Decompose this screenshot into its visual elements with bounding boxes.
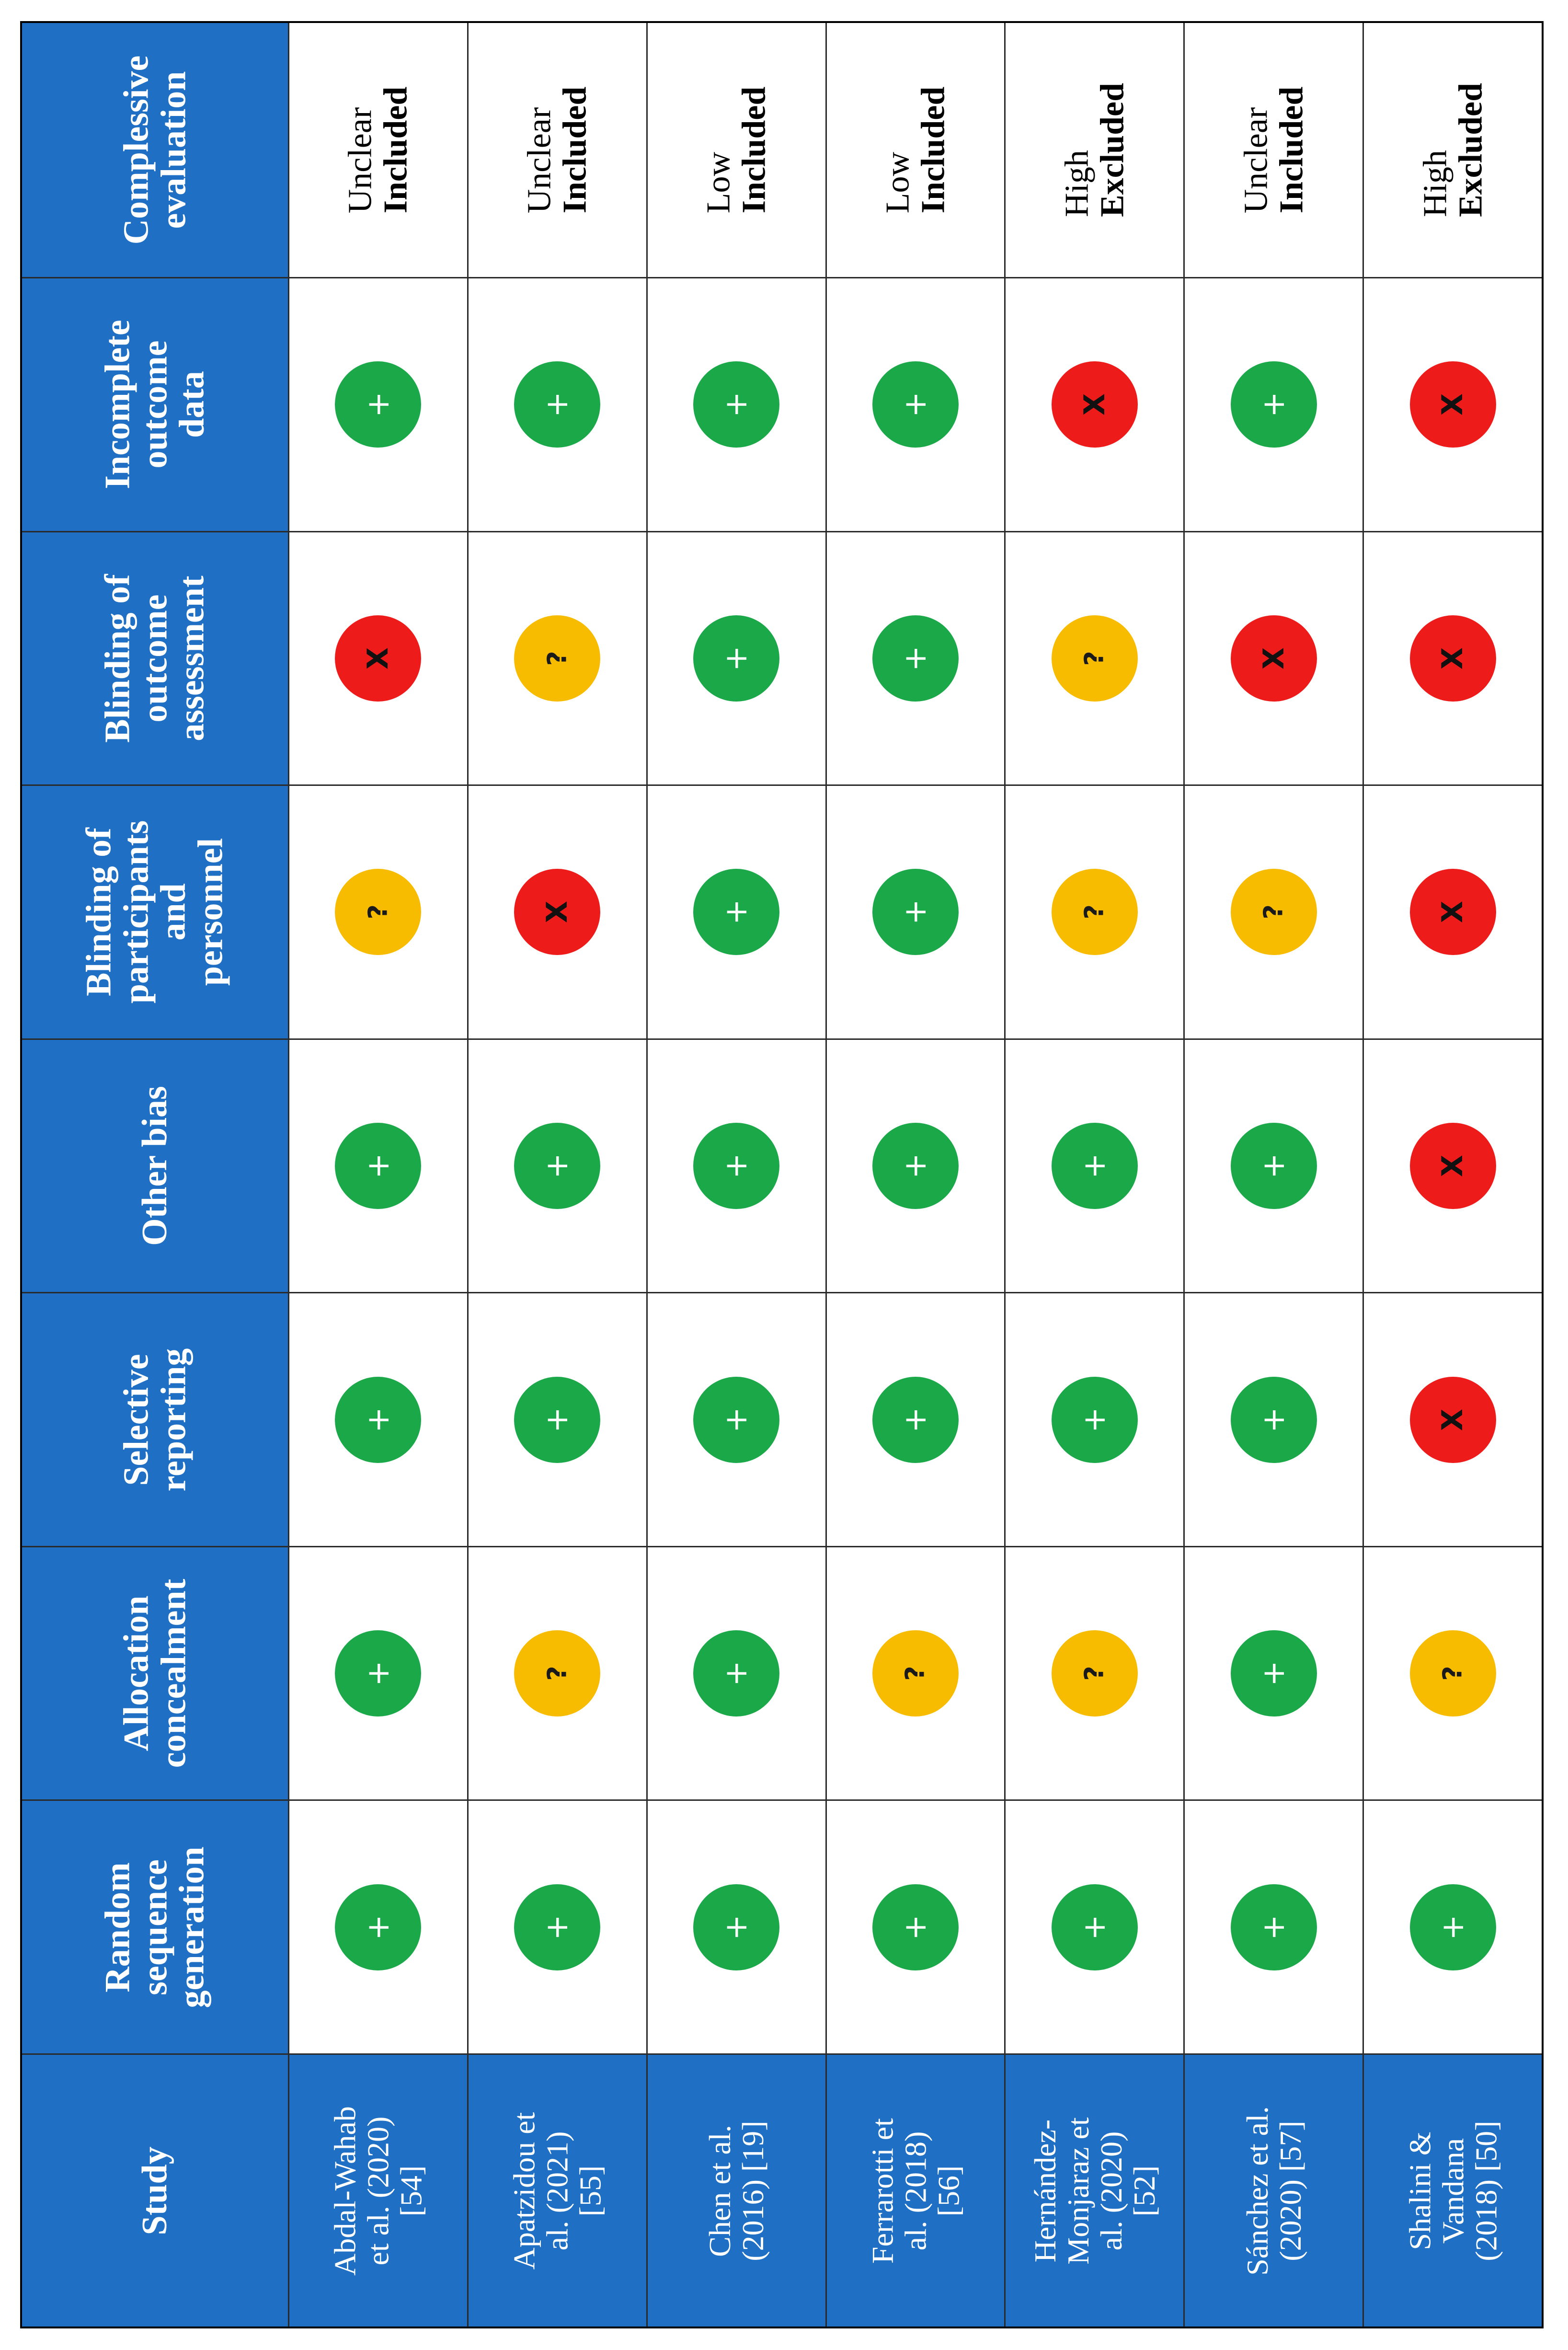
- rating-cell: [1185, 784, 1362, 1038]
- text-line: outcome: [135, 340, 174, 469]
- rating-cell: [469, 531, 646, 785]
- evaluation-level: Unclear: [521, 107, 558, 214]
- rating-cell: [648, 1799, 825, 2053]
- study-column: [646, 23, 825, 2327]
- rating-cell: [1185, 1546, 1362, 1800]
- domain-header-label: [118, 56, 192, 245]
- rating-cell: [1006, 1038, 1183, 1292]
- risk-low-icon: [1231, 1884, 1317, 1970]
- risk-low-icon: [514, 1377, 600, 1463]
- text-line: Abdal-Wahab: [328, 2106, 362, 2276]
- evaluation-status: Included: [914, 86, 951, 214]
- domain-header-label: [99, 1846, 211, 2008]
- text-line: Other bias: [135, 1086, 174, 1246]
- rating-cell: [648, 1546, 825, 1800]
- rating-cell: [827, 531, 1005, 785]
- risk-low-icon: [872, 1884, 959, 1970]
- rating-cell: [1364, 784, 1542, 1038]
- risk-symbol: +: [360, 1153, 396, 1179]
- study-name-cell: [1364, 2053, 1542, 2327]
- rating-cell: [289, 784, 467, 1038]
- domain-header: [22, 1038, 288, 1292]
- rating-cell: [1185, 1038, 1362, 1292]
- text-line: Incomplete: [97, 320, 137, 490]
- risk-symbol: X: [1077, 393, 1111, 416]
- study-name: [1403, 2120, 1502, 2261]
- rating-cell: [648, 1292, 825, 1546]
- risk-low-icon: [1231, 1123, 1317, 1209]
- rating-cell: [469, 784, 646, 1038]
- study-header-label: Study: [135, 2146, 174, 2235]
- evaluation-cell: [648, 23, 825, 277]
- text-line: [55]: [573, 2165, 607, 2216]
- text-line: Blinding of: [79, 828, 119, 997]
- risk-symbol: +: [539, 1914, 575, 1940]
- rating-cell: [827, 1799, 1005, 2053]
- rating-cell: [469, 1799, 646, 2053]
- rating-cell: [1364, 1799, 1542, 2053]
- evaluation-cell: [1006, 23, 1183, 277]
- rating-cell: [289, 1546, 467, 1800]
- study-column: [1004, 23, 1183, 2327]
- risk-unclear-icon: [514, 615, 600, 702]
- study-name-cell: [1006, 2053, 1183, 2327]
- risk-symbol: +: [897, 1914, 933, 1940]
- risk-symbol: +: [897, 1406, 933, 1433]
- rating-cell: [827, 1546, 1005, 1800]
- evaluation-level: Low: [700, 151, 737, 214]
- evaluation-level: High: [1417, 150, 1454, 218]
- risk-symbol: ?: [542, 651, 572, 666]
- study-header: [22, 2053, 288, 2327]
- rating-cell: [827, 784, 1005, 1038]
- evaluation-status: Included: [735, 86, 773, 214]
- study-name: [329, 2106, 428, 2276]
- risk-symbol: ?: [1079, 1666, 1110, 1681]
- risk-unclear-icon: [1410, 1630, 1496, 1716]
- risk-symbol: +: [1256, 392, 1292, 418]
- domain-header-label: [99, 320, 211, 490]
- text-line: Shalini &: [1402, 2131, 1437, 2250]
- text-line: Monjaraz et: [1061, 2117, 1095, 2265]
- text-line: Hernández-: [1028, 2119, 1062, 2262]
- text-line: personnel: [191, 838, 230, 986]
- risk-low-icon: [1231, 1630, 1317, 1716]
- risk-symbol: +: [360, 1406, 396, 1433]
- risk-low-icon: [872, 615, 959, 702]
- risk-symbol: X: [1436, 647, 1470, 669]
- risk-symbol: ?: [1079, 651, 1110, 666]
- study-name-cell: [648, 2053, 825, 2327]
- rating-cell: [648, 784, 825, 1038]
- risk-low-icon: [693, 615, 779, 702]
- risk-symbol: +: [719, 645, 755, 671]
- risk-high-icon: [1410, 869, 1496, 955]
- risk-unclear-icon: [872, 1630, 959, 1716]
- risk-symbol: ?: [1258, 904, 1289, 920]
- risk-symbol: +: [719, 1660, 755, 1686]
- rating-cell: [1185, 1292, 1362, 1546]
- domain-header-label: [99, 574, 211, 743]
- text-line: al. (2020): [1094, 2131, 1128, 2250]
- study-name-cell: [1185, 2053, 1362, 2327]
- rating-cell: [1364, 277, 1542, 531]
- evaluation-cell: [1185, 23, 1362, 277]
- rating-cell: [289, 277, 467, 531]
- risk-symbol: +: [719, 899, 755, 925]
- text-line: [52]: [1127, 2165, 1161, 2216]
- rating-cell: [289, 1038, 467, 1292]
- text-line: et al. (2020): [361, 2116, 395, 2265]
- risk-low-icon: [693, 1377, 779, 1463]
- risk-unclear-icon: [1052, 869, 1138, 955]
- risk-symbol: +: [1256, 1914, 1292, 1940]
- rating-cell: [1006, 277, 1183, 531]
- risk-symbol: X: [1436, 393, 1470, 416]
- risk-low-icon: [872, 1123, 959, 1209]
- risk-low-icon: [693, 869, 779, 955]
- risk-low-icon: [335, 1630, 421, 1716]
- risk-symbol: X: [1257, 647, 1291, 669]
- evaluation-label: [1238, 87, 1309, 214]
- risk-low-icon: [1052, 1377, 1138, 1463]
- study-name: [703, 2120, 769, 2261]
- domain-header: [22, 784, 288, 1038]
- text-line: Apatzidou et: [507, 2112, 541, 2269]
- study-name: [866, 2118, 965, 2264]
- rating-cell: [1006, 784, 1183, 1038]
- evaluation-cell: [289, 23, 467, 277]
- risk-symbol: +: [1256, 1153, 1292, 1179]
- study-name: [508, 2112, 607, 2269]
- risk-low-icon: [1231, 361, 1317, 448]
- risk-low-icon: [1231, 1377, 1317, 1463]
- text-line: Random: [97, 1862, 137, 1993]
- risk-symbol: +: [539, 1406, 575, 1433]
- risk-high-icon: [335, 615, 421, 702]
- text-line: (2020) [57]: [1273, 2120, 1307, 2261]
- risk-high-icon: [1052, 361, 1138, 448]
- risk-symbol: ?: [900, 1666, 930, 1681]
- domain-header: [22, 277, 288, 531]
- evaluation-level: Unclear: [1237, 107, 1275, 214]
- risk-symbol: +: [1076, 1914, 1112, 1940]
- risk-low-icon: [1410, 1884, 1496, 1970]
- risk-high-icon: [1410, 1123, 1496, 1209]
- domain-header-label: [80, 820, 229, 1003]
- rating-cell: [648, 277, 825, 531]
- rating-cell: [469, 277, 646, 531]
- text-line: [56]: [931, 2165, 966, 2216]
- text-line: reporting: [153, 1348, 193, 1491]
- risk-low-icon: [693, 1884, 779, 1970]
- domain-header: [22, 531, 288, 785]
- study-column: [467, 23, 646, 2327]
- risk-symbol: +: [360, 392, 396, 418]
- text-line: (2016) [19]: [736, 2120, 770, 2261]
- risk-symbol: +: [539, 392, 575, 418]
- rating-cell: [1364, 1292, 1542, 1546]
- study-name: [1241, 2106, 1307, 2276]
- text-line: al. (2018): [898, 2131, 933, 2250]
- risk-symbol: X: [1436, 901, 1470, 923]
- risk-low-icon: [693, 1123, 779, 1209]
- risk-symbol: +: [719, 392, 755, 418]
- domain-header-label: [118, 1348, 192, 1491]
- header-column: [22, 23, 288, 2327]
- risk-symbol: +: [719, 1914, 755, 1940]
- rating-cell: [827, 1038, 1005, 1292]
- rating-cell: [469, 1546, 646, 1800]
- risk-low-icon: [872, 1377, 959, 1463]
- risk-symbol: X: [1436, 1408, 1470, 1431]
- text-line: participants: [116, 820, 156, 1004]
- risk-high-icon: [1410, 615, 1496, 702]
- rating-cell: [289, 531, 467, 785]
- evaluation-level: Low: [879, 151, 916, 214]
- text-line: Selective: [116, 1353, 156, 1486]
- risk-symbol: +: [360, 1914, 396, 1940]
- text-line: Ferrarotti et: [865, 2118, 900, 2264]
- risk-low-icon: [514, 1123, 600, 1209]
- risk-unclear-icon: [514, 1630, 600, 1716]
- evaluation-label: [880, 87, 950, 214]
- text-line: evaluation: [153, 71, 193, 229]
- risk-low-icon: [335, 1884, 421, 1970]
- study-name: [1029, 2117, 1161, 2264]
- evaluation-cell: [827, 23, 1005, 277]
- evaluation-status: Included: [1272, 86, 1310, 214]
- text-line: Allocation: [116, 1595, 156, 1751]
- text-line: Sánchez et al.: [1240, 2106, 1274, 2276]
- risk-symbol: ?: [363, 904, 393, 920]
- text-line: assessment: [172, 576, 212, 741]
- risk-high-icon: [1410, 361, 1496, 448]
- risk-low-icon: [872, 361, 959, 448]
- study-column: [825, 23, 1005, 2327]
- domain-header: [22, 1799, 288, 2053]
- risk-symbol: ?: [1437, 1666, 1468, 1681]
- risk-unclear-icon: [1052, 1630, 1138, 1716]
- rating-cell: [827, 1292, 1005, 1546]
- rating-cell: [1006, 1292, 1183, 1546]
- rating-cell: [1364, 531, 1542, 785]
- risk-low-icon: [1052, 1123, 1138, 1209]
- risk-high-icon: [1231, 615, 1317, 702]
- risk-symbol: +: [719, 1153, 755, 1179]
- rating-cell: [1364, 1038, 1542, 1292]
- rating-cell: [827, 277, 1005, 531]
- rating-cell: [289, 1799, 467, 2053]
- risk-symbol: X: [540, 901, 574, 923]
- risk-symbol: +: [360, 1660, 396, 1686]
- risk-unclear-icon: [1231, 869, 1317, 955]
- risk-low-icon: [514, 1884, 600, 1970]
- risk-symbol: X: [1436, 1154, 1470, 1177]
- risk-symbol: +: [1076, 1406, 1112, 1433]
- domain-header-label: [118, 1579, 192, 1768]
- text-line: Complessive: [116, 55, 156, 245]
- risk-of-bias-table: [20, 21, 1544, 2328]
- risk-low-icon: [514, 361, 600, 448]
- rating-cell: [1006, 1799, 1183, 2053]
- domain-header-label: [137, 1086, 174, 1246]
- evaluation-status: Included: [377, 86, 414, 214]
- evaluation-status: Excluded: [1452, 82, 1489, 218]
- text-line: Vandana: [1436, 2138, 1470, 2244]
- text-line: data: [172, 371, 212, 438]
- risk-symbol: +: [897, 392, 933, 418]
- rating-cell: [469, 1292, 646, 1546]
- rating-cell: [289, 1292, 467, 1546]
- rating-cell: [1006, 1546, 1183, 1800]
- study-column: [288, 23, 467, 2327]
- evaluation-label: [522, 87, 593, 214]
- risk-unclear-icon: [335, 869, 421, 955]
- evaluation-label: [1418, 83, 1488, 217]
- study-column: [1183, 23, 1362, 2327]
- risk-high-icon: [514, 869, 600, 955]
- text-line: outcome: [135, 594, 174, 723]
- text-line: (2018) [50]: [1469, 2120, 1503, 2261]
- evaluation-status: Included: [556, 86, 594, 214]
- rating-cell: [648, 1038, 825, 1292]
- domain-header: [22, 23, 288, 277]
- risk-symbol: +: [719, 1406, 755, 1433]
- rating-cell: [1185, 1799, 1362, 2053]
- risk-low-icon: [1052, 1884, 1138, 1970]
- rating-cell: [648, 531, 825, 785]
- text-line: [54]: [394, 2165, 428, 2216]
- risk-low-icon: [693, 1630, 779, 1716]
- risk-low-icon: [335, 1377, 421, 1463]
- risk-symbol: +: [1256, 1660, 1292, 1686]
- evaluation-level: High: [1058, 150, 1096, 218]
- text-line: and: [153, 883, 193, 941]
- domain-header: [22, 1292, 288, 1546]
- risk-low-icon: [335, 361, 421, 448]
- evaluation-label: [1059, 83, 1130, 217]
- risk-symbol: +: [897, 899, 933, 925]
- risk-symbol: ?: [1079, 904, 1110, 920]
- risk-symbol: +: [1435, 1914, 1471, 1940]
- risk-symbol: +: [539, 1153, 575, 1179]
- evaluation-cell: [1364, 23, 1542, 277]
- rating-cell: [1364, 1546, 1542, 1800]
- rating-cell: [1006, 531, 1183, 785]
- evaluation-cell: [469, 23, 646, 277]
- text-line: sequence: [135, 1859, 174, 1995]
- evaluation-label: [701, 87, 772, 214]
- evaluation-status: Excluded: [1093, 82, 1131, 218]
- risk-symbol: +: [897, 1153, 933, 1179]
- rating-cell: [1185, 277, 1362, 531]
- text-line: al. (2021): [540, 2131, 574, 2250]
- evaluation-level: Unclear: [342, 107, 379, 214]
- risk-symbol: X: [361, 647, 395, 669]
- study-name-cell: [827, 2053, 1005, 2327]
- risk-symbol: +: [897, 645, 933, 671]
- risk-symbol: +: [1076, 1153, 1112, 1179]
- evaluation-label: [343, 87, 413, 214]
- text-line: concealment: [153, 1578, 193, 1768]
- study-column: [1362, 23, 1542, 2327]
- risk-unclear-icon: [1052, 615, 1138, 702]
- risk-low-icon: [872, 869, 959, 955]
- domain-header: [22, 1546, 288, 1800]
- study-name-cell: [469, 2053, 646, 2327]
- risk-low-icon: [693, 361, 779, 448]
- rating-cell: [469, 1038, 646, 1292]
- risk-symbol: +: [1256, 1406, 1292, 1433]
- rating-cell: [1185, 531, 1362, 785]
- risk-low-icon: [335, 1123, 421, 1209]
- risk-symbol: ?: [542, 1666, 572, 1681]
- text-line: Chen et al.: [703, 2124, 737, 2257]
- risk-high-icon: [1410, 1377, 1496, 1463]
- text-line: Blinding of: [97, 574, 137, 743]
- text-line: generation: [172, 1846, 212, 2008]
- study-name-cell: [289, 2053, 467, 2327]
